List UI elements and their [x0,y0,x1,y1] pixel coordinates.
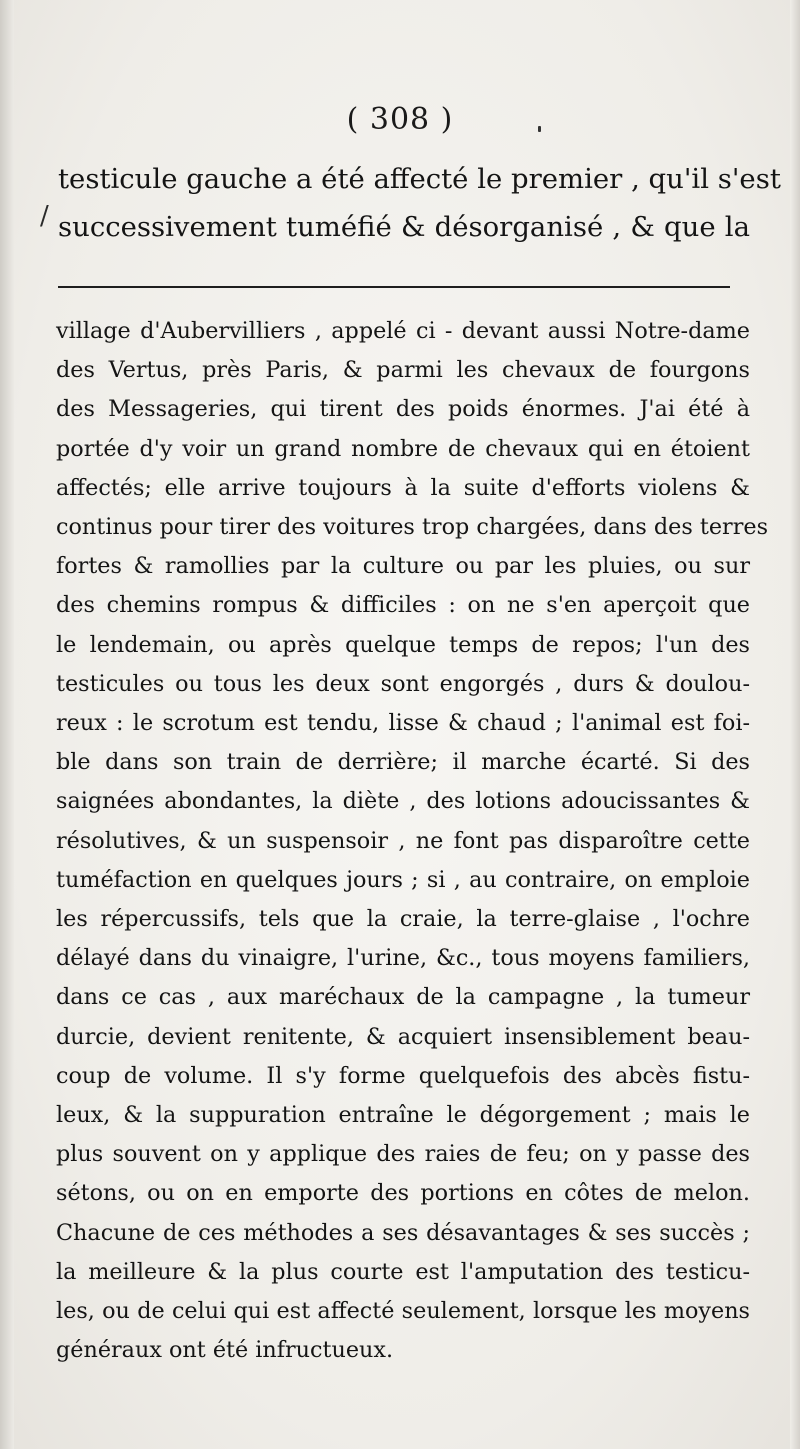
footnote-line: des Vertus, près Paris, & parmi les chevaux de fourgons [56,357,750,383]
page-edge-shadow [790,0,800,1449]
footnote-line: fortes & ramollies par la culture ou par les pluies, ou sur [56,553,750,579]
footnote-line: saignées abondantes, la diète , des lotions adoucissantes & [56,788,750,814]
footnote-line: les répercussifs, tels que la craie, la terre-glaise , l'ochre [56,906,750,932]
page-gutter-shadow [0,0,14,1449]
footnote-line: plus souvent on y applique des raies de feu; on y passe des [56,1141,750,1167]
main-text-line: testicule gauche a été affecté le premier , qu'il s'est [58,163,781,195]
footnote-line: délayé dans du vinaigre, l'urine, &c., tous moyens familiers, [56,945,750,971]
footnote-line: ble dans son train de derrière; il marche écarté. Si des [56,749,750,775]
footnote-line: Chacune de ces méthodes a ses désavantages & ses succès ; [56,1220,750,1246]
footnote-line: le lendemain, ou après quelque temps de repos; l'un des [56,632,750,658]
footnote-line: affectés; elle arrive toujours à la suite d'efforts violens & [56,475,750,501]
footnote-line: coup de volume. Il s'y forme quelquefois des abcès fistu- [56,1063,750,1089]
footnote-line: durcie, devient renitente, & acquiert insensiblement beau- [56,1024,750,1050]
footnote-separator-rule [58,286,730,288]
footnote-line: les, ou de celui qui est affecté seulement, lorsque les moyens [56,1298,750,1324]
footnote-line: reux : le scrotum est tendu, lisse & chaud ; l'animal est foi- [56,710,750,736]
main-text-line: successivement tuméfié & désorganisé , & que la [58,211,750,243]
footnote-line: continus pour tirer des voitures trop chargées, dans des terres [56,514,769,540]
footnote-line: testicules ou tous les deux sont engorgés , durs & doulou- [56,671,750,697]
footnote-line-last: généraux ont été infructueux. [56,1337,394,1363]
margin-stroke-mark: / [40,201,49,231]
footnote-line: des chemins rompus & difficiles : on ne s'en aperçoit que [56,592,750,618]
footnote-line: leux, & la suppuration entraîne le dégorgement ; mais le [56,1102,750,1128]
footnote-line: des Messageries, qui tirent des poids énormes. J'ai été à [56,396,750,422]
footnote-line: portée d'y voir un grand nombre de chevaux qui en étoient [56,436,750,462]
footnote-line: dans ce cas , aux maréchaux de la campagne , la tumeur [56,984,750,1010]
ink-speck [538,126,541,132]
footnote-line: la meilleure & la plus courte est l'amputation des testicu- [56,1259,750,1285]
footnote-line: résolutives, & un suspensoir , ne font pas disparoître cette [56,828,750,854]
footnote-line: village d'Aubervilliers , appelé ci - devant aussi Notre-dame [56,318,750,344]
footnote-line: tuméfaction en quelques jours ; si , au contraire, on emploie [56,867,750,893]
footnote-line: sétons, ou on en emporte des portions en côtes de melon. [56,1180,750,1206]
page-number: ( 308 ) [346,102,454,137]
